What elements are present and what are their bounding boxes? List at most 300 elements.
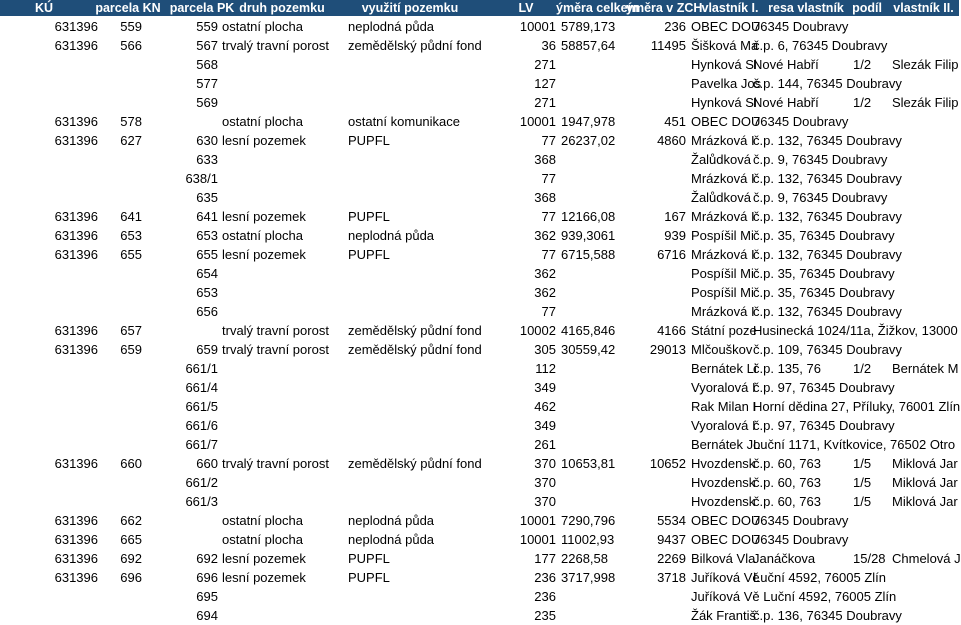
cell-parcela-pk[interactable]: 661/7 [185, 437, 218, 452]
cell-ku[interactable]: 631396 [54, 19, 98, 34]
col-header-parcela-kn[interactable]: parcela KN [95, 1, 161, 15]
cell-vyuziti[interactable] [348, 587, 480, 606]
cell-parcela-pk[interactable] [142, 112, 218, 131]
cell-parcela-kn[interactable] [98, 188, 142, 207]
cell-parcela-kn[interactable]: 657 [120, 323, 142, 338]
cell-vyuziti[interactable] [348, 93, 480, 112]
cell-adresa[interactable]: č.p. 109, 76345 Doubravy [753, 342, 902, 357]
cell-adresa[interactable]: Husinecká 1024/11a, Žižkov, 13000 [753, 323, 958, 338]
cell-vyuziti[interactable]: PUPFL [348, 133, 390, 148]
cell-vymera-celkem[interactable]: 30559,42 [561, 342, 616, 357]
cell-podil[interactable] [853, 112, 889, 131]
cell-vlastnik-2[interactable]: Bernátek M [892, 361, 959, 376]
cell-vlastnik-2[interactable] [892, 530, 959, 549]
cell-lv[interactable]: 370 [534, 494, 556, 509]
cell-ku[interactable]: 631396 [54, 133, 98, 148]
cell-parcela-kn[interactable] [98, 74, 142, 93]
cell-druh-pozemku[interactable] [222, 93, 346, 112]
cell-vlastnik-2[interactable] [892, 112, 959, 131]
cell-druh-pozemku[interactable] [222, 492, 346, 511]
cell-vymera-celkem[interactable] [561, 264, 623, 283]
cell-parcela-kn[interactable] [98, 169, 142, 188]
cell-adresa[interactable]: č.p. 60, 763 [753, 494, 821, 509]
cell-lv[interactable]: 36 [541, 38, 556, 53]
cell-vlastnik-1[interactable]: Mrázková I [691, 247, 755, 262]
cell-druh-pozemku[interactable] [222, 150, 346, 169]
cell-podil[interactable] [853, 245, 889, 264]
cell-parcela-pk[interactable]: 654 [196, 266, 218, 281]
cell-vymera-zch[interactable] [623, 397, 686, 416]
cell-vyuziti[interactable] [348, 473, 480, 492]
cell-lv[interactable]: 77 [541, 209, 556, 224]
cell-vlastnik-1[interactable]: OBEC DOU [691, 532, 761, 547]
cell-podil[interactable] [853, 264, 889, 283]
cell-vyuziti[interactable] [348, 606, 480, 625]
col-header-vlastnik-2[interactable]: vlastník II. [893, 1, 954, 15]
cell-podil[interactable] [853, 36, 889, 55]
cell-lv[interactable]: 462 [534, 399, 556, 414]
cell-vlastnik-2[interactable] [892, 340, 959, 359]
cell-ku[interactable] [0, 416, 98, 435]
cell-ku[interactable]: 631396 [54, 228, 98, 243]
cell-parcela-kn[interactable] [98, 264, 142, 283]
cell-ku[interactable] [0, 359, 98, 378]
cell-podil[interactable] [853, 340, 889, 359]
cell-vymera-celkem[interactable] [561, 416, 623, 435]
cell-podil[interactable] [853, 587, 889, 606]
cell-vlastnik-2[interactable] [892, 435, 959, 454]
cell-parcela-kn[interactable]: 660 [120, 456, 142, 471]
cell-druh-pozemku[interactable]: ostatní plocha [222, 532, 303, 547]
cell-lv[interactable]: 77 [541, 247, 556, 262]
cell-druh-pozemku[interactable] [222, 283, 346, 302]
cell-adresa[interactable]: Nové Habří [753, 95, 819, 110]
cell-vymera-celkem[interactable] [561, 74, 623, 93]
cell-lv[interactable]: 362 [534, 285, 556, 300]
cell-parcela-kn[interactable]: 641 [120, 209, 142, 224]
cell-druh-pozemku[interactable] [222, 55, 346, 74]
cell-ku[interactable] [0, 397, 98, 416]
cell-vlastnik-2[interactable] [892, 150, 959, 169]
cell-vlastnik-2[interactable]: Slezák Filip [892, 95, 959, 110]
cell-vlastnik-1[interactable]: Mrázková I [691, 209, 755, 224]
cell-podil[interactable] [853, 416, 889, 435]
cell-lv[interactable]: 10002 [519, 323, 556, 338]
cell-druh-pozemku[interactable]: trvalý travní porost [222, 38, 329, 53]
cell-podil[interactable] [853, 511, 889, 530]
cell-vymera-zch[interactable]: 2269 [657, 551, 686, 566]
cell-vlastnik-2[interactable] [892, 207, 959, 226]
cell-vyuziti[interactable] [348, 492, 480, 511]
col-header-vymera-v-zch[interactable]: ýměra v ZCH [626, 1, 703, 15]
cell-vyuziti[interactable] [348, 378, 480, 397]
cell-podil[interactable]: 1/5 [853, 494, 872, 509]
cell-vymera-zch[interactable] [623, 435, 686, 454]
cell-vyuziti[interactable] [348, 302, 480, 321]
cell-podil[interactable] [853, 302, 889, 321]
cell-adresa[interactable]: 76345 Doubravy [753, 114, 849, 129]
cell-ku[interactable]: 631396 [54, 456, 98, 471]
cell-vymera-zch[interactable] [623, 359, 686, 378]
cell-vlastnik-1[interactable]: Hynková Sl [691, 57, 757, 72]
cell-vymera-zch[interactable] [623, 169, 686, 188]
cell-vyuziti[interactable] [348, 169, 480, 188]
cell-podil[interactable] [853, 568, 889, 587]
cell-parcela-kn[interactable] [98, 492, 142, 511]
cell-parcela-pk[interactable]: 661/4 [185, 380, 218, 395]
cell-ku[interactable] [0, 55, 98, 74]
cell-adresa[interactable]: č.p. 132, 76345 Doubravy [753, 133, 902, 148]
cell-parcela-kn[interactable] [98, 359, 142, 378]
cell-vymera-celkem[interactable] [561, 397, 623, 416]
cell-vymera-celkem[interactable]: 4165,846 [561, 323, 616, 338]
col-header-ku[interactable]: KÚ [34, 1, 54, 15]
cell-parcela-pk[interactable]: 692 [196, 551, 218, 566]
cell-podil[interactable] [853, 283, 889, 302]
cell-lv[interactable]: 235 [534, 608, 556, 623]
cell-druh-pozemku[interactable]: lesní pozemek [222, 247, 306, 262]
cell-vlastnik-2[interactable] [892, 169, 959, 188]
cell-vlastnik-1[interactable]: Vyoralová I [691, 418, 756, 433]
cell-vlastnik-2[interactable] [892, 131, 959, 150]
cell-vlastnik-1[interactable]: Bernátek Jo [691, 437, 761, 452]
cell-vlastnik-1[interactable]: Mrázková I [691, 171, 755, 186]
col-header-vlastnik-1[interactable]: vlastník I. [701, 1, 759, 15]
cell-vymera-zch[interactable] [623, 188, 686, 207]
cell-parcela-kn[interactable]: 655 [120, 247, 142, 262]
cell-vymera-celkem[interactable] [561, 587, 623, 606]
cell-vymera-celkem[interactable] [561, 93, 623, 112]
cell-parcela-pk[interactable] [142, 530, 218, 549]
cell-vyuziti[interactable]: PUPFL [348, 570, 390, 585]
cell-adresa[interactable]: č.p. 132, 76345 Doubravy [753, 171, 902, 186]
cell-ku[interactable] [0, 93, 98, 112]
cell-vlastnik-2[interactable] [892, 245, 959, 264]
cell-druh-pozemku[interactable] [222, 188, 346, 207]
cell-podil[interactable]: 15/28 [853, 551, 886, 566]
cell-parcela-pk[interactable]: 567 [196, 38, 218, 53]
cell-vymera-zch[interactable]: 451 [664, 114, 686, 129]
cell-vymera-zch[interactable] [623, 473, 686, 492]
cell-vymera-celkem[interactable]: 6715,588 [561, 247, 616, 262]
cell-vlastnik-2[interactable] [892, 416, 959, 435]
cell-lv[interactable]: 349 [534, 380, 556, 395]
cell-podil[interactable] [853, 207, 889, 226]
cell-lv[interactable]: 349 [534, 418, 556, 433]
cell-vyuziti[interactable] [348, 264, 480, 283]
cell-druh-pozemku[interactable]: trvalý travní porost [222, 342, 329, 357]
cell-lv[interactable]: 77 [541, 133, 556, 148]
cell-vyuziti[interactable] [348, 359, 480, 378]
cell-vlastnik-1[interactable]: Mlčouškov [691, 342, 753, 357]
cell-druh-pozemku[interactable] [222, 359, 346, 378]
cell-vyuziti[interactable] [348, 283, 480, 302]
cell-parcela-kn[interactable] [98, 587, 142, 606]
cell-ku[interactable] [0, 606, 98, 625]
cell-vlastnik-2[interactable]: Miklová Jar [892, 494, 958, 509]
cell-adresa[interactable]: č.p. 135, 76 [753, 361, 821, 376]
cell-vlastnik-1[interactable]: Pospíšil Mi [691, 266, 754, 281]
cell-lv[interactable]: 305 [534, 342, 556, 357]
cell-lv[interactable]: 10001 [519, 513, 556, 528]
cell-druh-pozemku[interactable] [222, 606, 346, 625]
cell-parcela-pk[interactable]: 630 [196, 133, 218, 148]
cell-parcela-pk[interactable]: 661/6 [185, 418, 218, 433]
cell-adresa[interactable]: Luční 1171, Kvítkovice, 76502 Otro [753, 437, 956, 452]
col-header-druh-pozemku[interactable]: druh pozemku [239, 1, 325, 15]
cell-adresa[interactable]: 76345 Doubravy [753, 513, 849, 528]
cell-adresa[interactable]: č.p. 132, 76345 Doubravy [753, 247, 902, 262]
cell-vlastnik-1[interactable]: Mrázková I [691, 304, 755, 319]
cell-druh-pozemku[interactable]: ostatní plocha [222, 19, 303, 34]
cell-druh-pozemku[interactable]: lesní pozemek [222, 133, 306, 148]
cell-vymera-zch[interactable]: 5534 [657, 513, 686, 528]
cell-vymera-zch[interactable] [623, 378, 686, 397]
cell-vymera-celkem[interactable]: 26237,02 [561, 133, 616, 148]
cell-vymera-celkem[interactable]: 11002,93 [561, 532, 615, 547]
cell-podil[interactable] [853, 606, 889, 625]
cell-ku[interactable] [0, 264, 98, 283]
cell-vlastnik-1[interactable]: Vyoralová I [691, 380, 756, 395]
cell-podil[interactable] [853, 150, 889, 169]
cell-parcela-pk[interactable]: 559 [196, 19, 218, 34]
cell-vyuziti[interactable]: ostatní komunikace [348, 114, 461, 129]
cell-parcela-kn[interactable] [98, 302, 142, 321]
cell-adresa[interactable]: Horní dědina 27, Příluky, 76001 Zlín [753, 399, 961, 414]
cell-druh-pozemku[interactable]: ostatní plocha [222, 228, 303, 243]
cell-adresa[interactable]: 76345 Doubravy [753, 19, 849, 34]
cell-vymera-zch[interactable]: 29013 [649, 342, 686, 357]
cell-vyuziti[interactable]: PUPFL [348, 209, 390, 224]
cell-ku[interactable] [0, 473, 98, 492]
cell-vymera-celkem[interactable] [561, 283, 623, 302]
cell-lv[interactable]: 177 [534, 551, 556, 566]
cell-vyuziti[interactable] [348, 435, 480, 454]
cell-vymera-zch[interactable]: 167 [664, 209, 686, 224]
cell-vyuziti[interactable]: zemědělský půdní fond [348, 342, 482, 357]
cell-vlastnik-2[interactable] [892, 17, 959, 36]
cell-vymera-zch[interactable]: 939 [664, 228, 686, 243]
cell-lv[interactable]: 362 [534, 266, 556, 281]
cell-vymera-celkem[interactable] [561, 492, 623, 511]
cell-adresa[interactable]: 76345 Doubravy [753, 532, 849, 547]
cell-vymera-zch[interactable] [623, 606, 686, 625]
cell-druh-pozemku[interactable] [222, 397, 346, 416]
cell-lv[interactable]: 370 [534, 456, 556, 471]
cell-podil[interactable]: 1/5 [853, 456, 872, 471]
cell-vlastnik-1[interactable]: Žalůdková [691, 152, 751, 167]
cell-vlastnik-2[interactable]: Slezák Filip [892, 57, 959, 72]
cell-vymera-zch[interactable] [623, 416, 686, 435]
cell-adresa[interactable]: č.p. 60, 763 [753, 475, 821, 490]
cell-vlastnik-1[interactable]: Mrázková I [691, 133, 755, 148]
cell-vlastnik-1[interactable]: Bilková Vla [691, 551, 756, 566]
cell-podil[interactable] [853, 321, 889, 340]
col-header-podil[interactable]: podíl [852, 1, 882, 15]
cell-ku[interactable] [0, 587, 98, 606]
col-header-adresa-vlastnik[interactable]: resa vlastník [768, 1, 844, 15]
cell-vlastnik-2[interactable] [892, 283, 959, 302]
col-header-vyuziti-pozemku[interactable]: využití pozemku [361, 1, 459, 15]
cell-ku[interactable]: 631396 [54, 342, 98, 357]
cell-ku[interactable]: 631396 [54, 247, 98, 262]
cell-parcela-kn[interactable] [98, 150, 142, 169]
cell-lv[interactable]: 10001 [519, 114, 556, 129]
cell-vymera-celkem[interactable] [561, 188, 623, 207]
cell-ku[interactable]: 631396 [54, 513, 98, 528]
cell-vlastnik-1[interactable]: Státní poze [691, 323, 757, 338]
cell-vlastnik-1[interactable]: OBEC DOU [691, 114, 761, 129]
cell-vlastnik-2[interactable] [892, 321, 959, 340]
cell-parcela-pk[interactable]: 569 [196, 95, 218, 110]
cell-adresa[interactable]: č.p. 35, 76345 Doubravy [753, 266, 895, 281]
cell-vlastnik-1[interactable]: Rak Milan I [691, 399, 757, 414]
cell-vymera-celkem[interactable]: 7290,796 [561, 513, 616, 528]
cell-parcela-kn[interactable] [98, 606, 142, 625]
cell-druh-pozemku[interactable] [222, 473, 346, 492]
cell-druh-pozemku[interactable]: trvalý travní porost [222, 456, 329, 471]
cell-parcela-pk[interactable]: 660 [196, 456, 218, 471]
cell-vymera-zch[interactable] [623, 264, 686, 283]
cell-parcela-pk[interactable]: 577 [196, 76, 218, 91]
cell-vlastnik-2[interactable]: Miklová Jar [892, 475, 958, 490]
cell-parcela-pk[interactable]: 659 [196, 342, 218, 357]
cell-ku[interactable] [0, 283, 98, 302]
cell-ku[interactable] [0, 150, 98, 169]
cell-vlastnik-1[interactable]: Žalůdková [691, 190, 751, 205]
cell-druh-pozemku[interactable] [222, 169, 346, 188]
cell-vlastnik-1[interactable]: OBEC DOU [691, 19, 761, 34]
cell-lv[interactable]: 271 [534, 57, 556, 72]
cell-vymera-zch[interactable] [623, 587, 686, 606]
cell-vymera-zch[interactable]: 236 [664, 19, 686, 34]
cell-adresa[interactable]: Nové Habří [753, 57, 819, 72]
cell-vlastnik-1[interactable]: OBEC DOU [691, 513, 761, 528]
cell-vymera-zch[interactable] [623, 302, 686, 321]
cell-parcela-pk[interactable]: 661/5 [185, 399, 218, 414]
cell-ku[interactable] [0, 188, 98, 207]
cell-adresa[interactable]: Juříková Vě Luční 4592, 76005 Zlín [691, 589, 897, 604]
cell-podil[interactable] [853, 169, 889, 188]
cell-druh-pozemku[interactable]: ostatní plocha [222, 513, 303, 528]
cell-vymera-celkem[interactable] [561, 378, 623, 397]
cell-adresa[interactable]: Janáčkova [753, 551, 816, 566]
cell-parcela-pk[interactable]: 653 [196, 228, 218, 243]
cell-vymera-zch[interactable] [623, 74, 686, 93]
cell-vlastnik-2[interactable] [892, 568, 959, 587]
cell-vyuziti[interactable]: zemědělský půdní fond [348, 323, 482, 338]
cell-vlastnik-2[interactable] [892, 36, 959, 55]
cell-parcela-kn[interactable] [98, 416, 142, 435]
cell-druh-pozemku[interactable]: ostatní plocha [222, 114, 303, 129]
cell-adresa[interactable]: č.p. 9, 76345 Doubravy [753, 152, 888, 167]
cell-parcela-kn[interactable] [98, 435, 142, 454]
cell-parcela-pk[interactable]: 694 [196, 608, 218, 623]
cell-ku[interactable] [0, 435, 98, 454]
cell-adresa[interactable]: Luční 4592, 76005 Zlín [753, 570, 886, 585]
cell-lv[interactable]: 362 [534, 228, 556, 243]
cell-vyuziti[interactable] [348, 150, 480, 169]
cell-parcela-pk[interactable] [142, 321, 218, 340]
cell-druh-pozemku[interactable]: lesní pozemek [222, 551, 306, 566]
cell-parcela-kn[interactable]: 665 [120, 532, 142, 547]
cell-podil[interactable]: 1/2 [853, 361, 872, 376]
cell-parcela-kn[interactable] [98, 378, 142, 397]
cell-lv[interactable]: 271 [534, 95, 556, 110]
cell-ku[interactable] [0, 169, 98, 188]
cell-vymera-zch[interactable]: 3718 [657, 570, 686, 585]
cell-vyuziti[interactable]: neplodná půda [348, 228, 435, 243]
cell-adresa[interactable]: č.p. 6, 76345 Doubravy [753, 38, 888, 53]
cell-vymera-celkem[interactable]: 939,3061 [561, 228, 616, 243]
cell-vymera-celkem[interactable]: 3717,998 [561, 570, 616, 585]
cell-parcela-pk[interactable]: 568 [196, 57, 218, 72]
cell-parcela-kn[interactable] [98, 55, 142, 74]
cell-vymera-zch[interactable]: 6716 [657, 247, 686, 262]
cell-parcela-pk[interactable]: 695 [196, 589, 218, 604]
cell-podil[interactable]: 1/2 [853, 57, 872, 72]
cell-vymera-zch[interactable]: 10652 [649, 456, 686, 471]
cell-adresa[interactable]: č.p. 60, 763 [753, 456, 821, 471]
cell-vymera-zch[interactable]: 9437 [657, 532, 686, 547]
cell-druh-pozemku[interactable] [222, 435, 346, 454]
cell-podil[interactable] [853, 226, 889, 245]
cell-druh-pozemku[interactable] [222, 302, 346, 321]
cell-lv[interactable]: 236 [534, 570, 556, 585]
cell-parcela-pk[interactable]: 638/1 [185, 171, 218, 186]
cell-vymera-zch[interactable]: 11495 [650, 38, 686, 53]
cell-podil[interactable] [853, 435, 889, 454]
cell-vymera-celkem[interactable]: 1947,978 [561, 114, 616, 129]
cell-parcela-kn[interactable] [98, 397, 142, 416]
cell-podil[interactable] [853, 188, 889, 207]
cell-lv[interactable]: 370 [534, 475, 556, 490]
cell-adresa[interactable]: č.p. 144, 76345 Doubravy [753, 76, 902, 91]
cell-parcela-pk[interactable]: 656 [196, 304, 218, 319]
cell-vyuziti[interactable]: neplodná půda [348, 513, 435, 528]
cell-vymera-zch[interactable] [623, 93, 686, 112]
cell-druh-pozemku[interactable] [222, 264, 346, 283]
cell-parcela-kn[interactable]: 566 [120, 38, 142, 53]
cell-vlastnik-2[interactable] [892, 226, 959, 245]
cell-lv[interactable]: 127 [534, 76, 556, 91]
cell-adresa[interactable]: č.p. 9, 76345 Doubravy [753, 190, 888, 205]
cell-vymera-celkem[interactable] [561, 302, 623, 321]
cell-parcela-kn[interactable]: 662 [120, 513, 142, 528]
cell-vlastnik-2[interactable] [892, 397, 959, 416]
cell-parcela-kn[interactable] [98, 93, 142, 112]
cell-parcela-pk[interactable]: 655 [196, 247, 218, 262]
cell-vyuziti[interactable]: neplodná půda [348, 19, 435, 34]
cell-ku[interactable]: 631396 [54, 551, 98, 566]
cell-adresa[interactable]: č.p. 35, 76345 Doubravy [753, 285, 895, 300]
cell-vlastnik-1[interactable]: Šišková Ma [691, 38, 759, 53]
cell-vymera-celkem[interactable] [561, 359, 623, 378]
cell-podil[interactable]: 1/2 [853, 95, 872, 110]
cell-lv[interactable]: 236 [534, 589, 556, 604]
cell-vyuziti[interactable]: zemědělský půdní fond [348, 456, 482, 471]
cell-vymera-celkem[interactable]: 5789,173 [561, 19, 616, 34]
cell-vymera-celkem[interactable]: 10653,81 [561, 456, 616, 471]
cell-parcela-pk[interactable] [142, 511, 218, 530]
cell-vymera-celkem[interactable]: 58857,64 [561, 38, 616, 53]
cell-vyuziti[interactable] [348, 55, 480, 74]
cell-vlastnik-2[interactable] [892, 606, 959, 625]
cell-podil[interactable]: 1/5 [853, 475, 872, 490]
cell-vlastnik-1[interactable]: Pospíšil Mi [691, 228, 754, 243]
cell-parcela-kn[interactable]: 692 [120, 551, 142, 566]
cell-druh-pozemku[interactable]: lesní pozemek [222, 209, 306, 224]
